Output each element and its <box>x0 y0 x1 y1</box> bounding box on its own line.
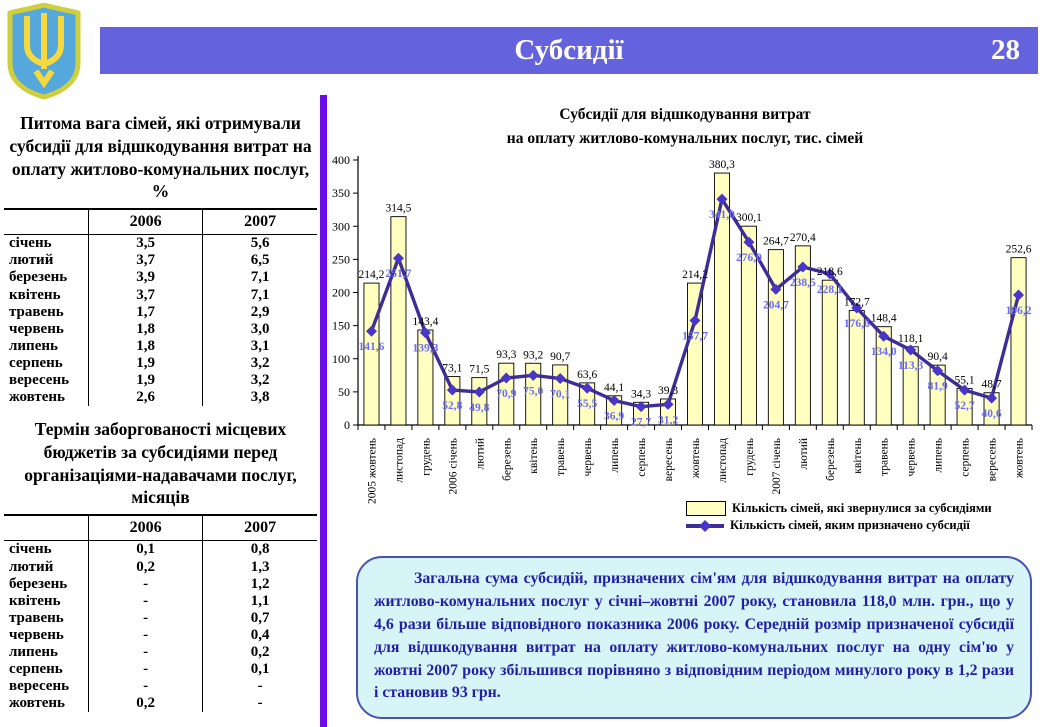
table1 <box>4 208 317 406</box>
table-row <box>4 678 317 695</box>
svg-text:118,1: 118,1 <box>897 332 924 345</box>
svg-text:204,7: 204,7 <box>762 299 789 312</box>
svg-text:31,2: 31,2 <box>657 414 679 427</box>
row-label: червень <box>9 320 64 337</box>
table-row <box>4 593 317 610</box>
table1-col-2006: 2006 <box>89 209 203 235</box>
svg-text:143,4: 143,4 <box>412 315 439 328</box>
svg-text:81,9: 81,9 <box>927 380 948 393</box>
legend-label: Кількість сімей, які звернулися за субсидіями <box>732 501 992 515</box>
row-label: вересень <box>9 371 70 388</box>
row-label: жовтень <box>9 695 65 712</box>
table-row <box>4 695 317 712</box>
svg-text:березень: березень <box>501 438 514 481</box>
svg-text:252,6: 252,6 <box>1005 243 1032 256</box>
svg-text:70,9: 70,9 <box>496 388 517 401</box>
cell-2007: 0,8 <box>203 541 317 559</box>
cell-2006: - <box>89 576 203 593</box>
svg-text:вересень: вересень <box>663 438 676 482</box>
svg-text:40,6: 40,6 <box>981 408 1002 421</box>
cell-2006: 2,6 <box>89 389 203 406</box>
row-label: січень <box>9 541 52 558</box>
svg-text:48,7: 48,7 <box>981 378 1002 391</box>
cell-2006: - <box>89 610 203 627</box>
cell-2007: - <box>203 695 317 712</box>
svg-text:134,0: 134,0 <box>870 346 897 359</box>
svg-text:214,2: 214,2 <box>682 269 708 282</box>
cell-2007: 3,2 <box>203 372 317 389</box>
svg-text:400: 400 <box>332 153 350 167</box>
svg-text:2007 січень: 2007 січень <box>770 438 783 495</box>
left-panel <box>4 112 317 712</box>
legend-item-assigned <box>686 518 992 533</box>
cell-2007: 7,1 <box>203 287 317 304</box>
row-label: жовтень <box>9 389 65 406</box>
svg-text:63,6: 63,6 <box>577 368 598 381</box>
cell-2007: 3,1 <box>203 338 317 355</box>
svg-text:серпень: серпень <box>636 438 649 477</box>
header-bar <box>100 27 1038 74</box>
svg-text:2006 січень: 2006 січень <box>447 438 460 495</box>
table2 <box>4 514 317 712</box>
svg-text:251,7: 251,7 <box>385 268 412 281</box>
table1-title: Питома вага сімей, які отримували субсидії для відшкодування витрат на оплату житлово-комунальних послуг, % <box>9 113 312 202</box>
table-row <box>4 541 317 559</box>
cell-2007: 0,4 <box>203 627 317 644</box>
cell-2007: 0,7 <box>203 610 317 627</box>
cell-2007: 3,8 <box>203 389 317 406</box>
svg-text:75,0: 75,0 <box>523 385 544 398</box>
svg-text:вересень: вересень <box>986 438 999 482</box>
table-row <box>4 559 317 576</box>
table-row <box>4 372 317 389</box>
cell-2006: 0,2 <box>89 559 203 576</box>
svg-text:2005 жовтень: 2005 жовтень <box>366 438 379 504</box>
cell-2007: 3,0 <box>203 321 317 338</box>
chart-title <box>332 103 1038 151</box>
cell-2007: 1,3 <box>203 559 317 576</box>
svg-text:червень: червень <box>905 438 918 477</box>
page-number: 28 <box>991 34 1020 66</box>
row-label: березень <box>9 269 68 286</box>
note-text: Загальна сума субсидій, призначених сім'ям для відшкодування витрат на оплату житлово-комунальних послуг у січні–жовтні 2007 року, становила 118,0 млн. грн., що у 4,6 рази більше відповідного показника 2006 року. Середній розмір призначеної субсидії для відшкодування витрат на оплату житлово-комунальних послуг на одну сім'ю у жовтні 2007 року збільшився порівняно з відповідним періодом минулого року в 1,2 рази і становив 93 грн. <box>374 570 1014 702</box>
cell-2007: 2,9 <box>203 304 317 321</box>
note-box <box>356 556 1032 719</box>
svg-text:грудень: грудень <box>743 438 756 476</box>
table-row <box>4 661 317 678</box>
svg-text:300,1: 300,1 <box>735 212 762 225</box>
table-row <box>4 304 317 321</box>
cell-2006: 3,5 <box>89 235 203 253</box>
svg-text:травень: травень <box>555 438 568 476</box>
row-label: липень <box>9 337 58 354</box>
cell-2007: 1,2 <box>203 576 317 593</box>
table-row <box>4 627 317 644</box>
line-marker-icon <box>686 519 724 533</box>
coat-of-arms-icon <box>6 3 82 99</box>
svg-text:238,5: 238,5 <box>789 276 816 289</box>
svg-text:300: 300 <box>332 219 350 234</box>
svg-text:36,9: 36,9 <box>604 410 625 423</box>
cell-2007: 1,1 <box>203 593 317 610</box>
table2-col-2006: 2006 <box>89 515 203 541</box>
svg-text:листопад: листопад <box>393 438 406 483</box>
bar-swatch-icon <box>686 501 726 516</box>
svg-text:250: 250 <box>332 252 350 267</box>
table-row <box>4 576 317 593</box>
cell-2007: 0,2 <box>203 644 317 661</box>
svg-text:276,0: 276,0 <box>735 252 762 265</box>
cell-2007: 7,1 <box>203 269 317 286</box>
svg-text:380,3: 380,3 <box>709 159 735 172</box>
table-row <box>4 610 317 627</box>
cell-2007: - <box>203 678 317 695</box>
svg-text:жовтень: жовтень <box>690 438 702 479</box>
cell-2007: 0,1 <box>203 661 317 678</box>
cell-2006: 1,9 <box>89 372 203 389</box>
svg-text:264,7: 264,7 <box>762 235 789 248</box>
svg-text:50: 50 <box>338 384 350 399</box>
row-label: січень <box>9 235 52 252</box>
svg-text:серпень: серпень <box>959 438 972 477</box>
svg-text:93,2: 93,2 <box>523 349 544 362</box>
svg-text:90,7: 90,7 <box>550 350 571 363</box>
svg-text:176,6: 176,6 <box>843 318 870 331</box>
svg-text:228,1: 228,1 <box>816 283 843 296</box>
svg-text:70,1: 70,1 <box>550 388 571 401</box>
svg-text:141,6: 141,6 <box>358 341 385 354</box>
svg-text:200: 200 <box>332 285 350 300</box>
svg-text:93,3: 93,3 <box>496 349 517 362</box>
svg-text:лютий: лютий <box>474 438 487 470</box>
row-label: серпень <box>9 661 63 678</box>
row-label: березень <box>9 575 68 592</box>
legend-label: Кількість сімей, яким призначено субсидії <box>730 518 970 532</box>
table-row <box>4 287 317 304</box>
svg-text:27,7: 27,7 <box>631 416 652 429</box>
svg-text:71,5: 71,5 <box>469 363 490 376</box>
cell-2006: 1,7 <box>89 304 203 321</box>
svg-text:грудень: грудень <box>420 438 433 476</box>
table-row <box>4 321 317 338</box>
table2-col-2007: 2007 <box>203 515 317 541</box>
cell-2006: 0,2 <box>89 695 203 712</box>
table-row <box>4 235 317 253</box>
svg-text:0: 0 <box>344 418 350 432</box>
cell-2006: 3,9 <box>89 269 203 286</box>
table2-corner <box>4 515 89 541</box>
row-label: серпень <box>9 354 63 371</box>
svg-text:39,3: 39,3 <box>657 384 679 397</box>
cell-2006: 1,8 <box>89 321 203 338</box>
cell-2007: 5,6 <box>203 235 317 253</box>
svg-text:34,3: 34,3 <box>631 388 652 401</box>
subsidies-chart <box>328 146 1040 526</box>
svg-text:341,0: 341,0 <box>709 209 735 222</box>
table1-corner <box>4 209 89 235</box>
row-label: червень <box>9 626 64 643</box>
svg-text:270,4: 270,4 <box>789 231 816 244</box>
cell-2007: 6,5 <box>203 252 317 269</box>
svg-text:52,8: 52,8 <box>442 400 463 413</box>
chart-legend <box>686 501 992 533</box>
svg-text:липень: липень <box>932 438 945 473</box>
cell-2006: - <box>89 593 203 610</box>
svg-text:150: 150 <box>332 318 350 333</box>
row-label: лютий <box>9 558 54 575</box>
table-row <box>4 338 317 355</box>
svg-text:113,3: 113,3 <box>898 359 924 372</box>
chart-title-line2: на оплату житлово-комунальних послуг, тис. сімей <box>506 130 864 148</box>
row-label: лютий <box>9 252 54 269</box>
row-label: квітень <box>9 286 61 303</box>
svg-text:139,3: 139,3 <box>412 342 439 355</box>
table1-col-2007: 2007 <box>203 209 317 235</box>
row-label: квітень <box>9 592 61 609</box>
cell-2007: 3,2 <box>203 355 317 372</box>
svg-text:314,5: 314,5 <box>385 202 412 215</box>
table-row <box>4 269 317 286</box>
cell-2006: - <box>89 644 203 661</box>
page-title: Субсидії <box>514 34 624 66</box>
svg-text:травень: травень <box>878 438 891 476</box>
axes <box>332 153 1032 504</box>
cell-2006: - <box>89 627 203 644</box>
svg-text:липень: липень <box>609 438 622 473</box>
legend-item-applied <box>686 501 992 516</box>
svg-text:148,4: 148,4 <box>870 312 897 325</box>
section-divider <box>320 95 327 727</box>
svg-text:55,1: 55,1 <box>954 374 975 387</box>
svg-text:100: 100 <box>332 351 350 366</box>
svg-text:350: 350 <box>332 186 350 201</box>
svg-text:листопад: листопад <box>716 438 729 483</box>
cell-2006: 1,8 <box>89 338 203 355</box>
cell-2006: 1,9 <box>89 355 203 372</box>
table-row <box>4 355 317 372</box>
svg-text:квітень: квітень <box>528 438 541 474</box>
svg-text:157,7: 157,7 <box>682 330 708 343</box>
svg-text:44,1: 44,1 <box>604 381 625 394</box>
table2-title: Термін заборгованості місцевих бюджетів за субсидіями перед організаціями-надавачами послуг, місяців <box>24 419 297 508</box>
table-row <box>4 389 317 406</box>
cell-2006: 3,7 <box>89 252 203 269</box>
svg-text:квітень: квітень <box>851 438 864 474</box>
cell-2006: 3,7 <box>89 287 203 304</box>
svg-text:березень: березень <box>824 438 837 481</box>
svg-text:червень: червень <box>582 438 595 477</box>
svg-text:172,7: 172,7 <box>843 296 870 309</box>
table-row <box>4 644 317 661</box>
svg-text:73,1: 73,1 <box>442 362 463 375</box>
row-label: травень <box>9 609 64 626</box>
cell-2006: - <box>89 678 203 695</box>
svg-text:214,2: 214,2 <box>358 269 385 282</box>
svg-text:55,5: 55,5 <box>577 398 598 411</box>
svg-text:52,7: 52,7 <box>954 400 975 413</box>
svg-text:49,8: 49,8 <box>469 402 490 415</box>
svg-text:90,4: 90,4 <box>927 351 948 364</box>
row-label: липень <box>9 643 58 660</box>
row-label: вересень <box>9 678 70 695</box>
svg-text:жовтень: жовтень <box>1013 438 1026 479</box>
svg-text:218,6: 218,6 <box>816 266 843 279</box>
svg-text:196,2: 196,2 <box>1005 305 1032 318</box>
row-label: травень <box>9 303 64 320</box>
table-row <box>4 252 317 269</box>
cell-2006: 0,1 <box>89 541 203 559</box>
cell-2006: - <box>89 661 203 678</box>
svg-text:лютий: лютий <box>797 438 810 470</box>
chart-title-line1: Субсидії для відшкодування витрат <box>559 106 811 123</box>
